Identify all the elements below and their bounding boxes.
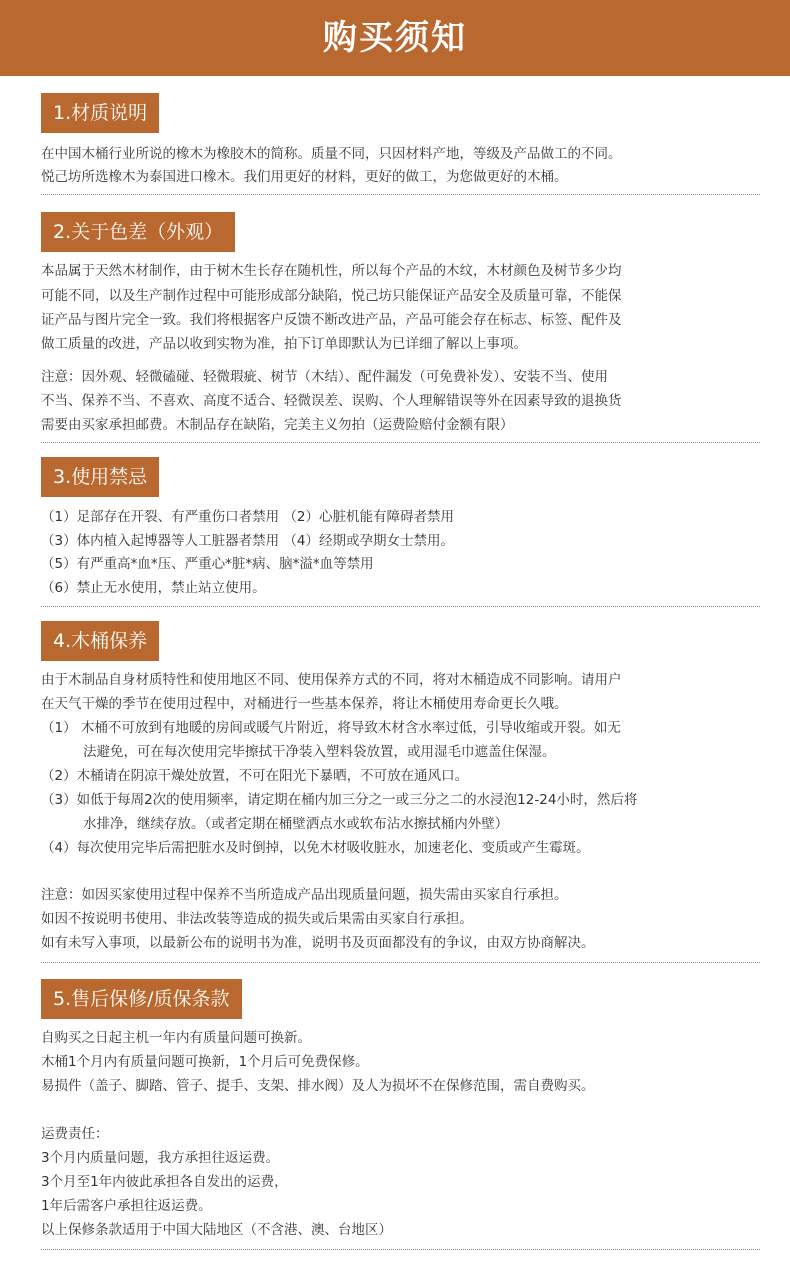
section-text-line: 注意：因外观、轻微磕碰、轻微瑕疵、树节（木结）、配件漏发（可免费补发）、安装不当、使用: [41, 369, 608, 385]
section-label-usage-restrictions: 3.使用禁忌: [41, 457, 159, 497]
section-text-line: 木桶1个月内有质量问题可换新，1个月后可免费保修。: [41, 1054, 369, 1070]
section-text-line: 3个月至1年内彼此承担各自发出的运费，: [41, 1174, 288, 1190]
section-label-maintenance: 4.木桶保养: [41, 621, 159, 661]
section-text-line: （1）足部存在开裂、有严重伤口者禁用 （2）心脏机能有障碍者禁用: [41, 509, 454, 525]
section-text-line: （2）木桶请在阴凉干燥处放置，不可在阳光下暴晒，不可放在通风口。: [41, 768, 469, 784]
section-text-line: 由于木制品自身材质特性和使用地区不同、使用保养方式的不同，将对木桶造成不同影响。请用户: [41, 672, 622, 688]
section-text-line: 法避免，可在每次使用完毕擦拭干净装入塑料袋放置，或用湿毛巾遮盖住保湿。: [83, 744, 556, 760]
section-text-line: 运费责任：: [41, 1126, 109, 1142]
section-text-line: （5）有严重高*血*压、严重心*脏*病、脑*溢*血等禁用: [41, 556, 374, 572]
section-text-line: 在中国木桶行业所说的橡木为橡胶木的简称。质量不同，只因材料产地，等级及产品做工的不同。: [41, 146, 622, 162]
section-text-line: 如有未写入事项，以最新公布的说明书为准，说明书及页面都没有的争议，由双方协商解决。: [41, 935, 595, 951]
section-text-line: 注意：如因买家使用过程中保养不当所造成产品出现质量问题，损失需由买家自行承担。: [41, 887, 568, 903]
section-text-line: 在天气干燥的季节在使用过程中，对桶进行一些基本保养，将让木桶使用寿命更长久哦。: [41, 696, 568, 712]
section-text-line: 1年后需客户承担往返运费。: [41, 1198, 212, 1214]
section-text-line: 水排净，继续存放。（或者定期在桶壁洒点水或软布沾水擦拭桶内外壁）: [83, 816, 509, 832]
section-text-line: 易损件（盖子、脚踏、管子、提手、支架、排水阀）及人为损坏不在保修范围，需自费购买。: [41, 1078, 595, 1094]
section-text-line: （3）如低于每周2次的使用频率，请定期在桶内加三分之一或三分之二的水浸泡12-24小时，然后将: [41, 792, 638, 808]
section-divider: [41, 1249, 760, 1250]
page-title: 购买须知: [323, 17, 467, 58]
section-text-line: 3个月内质量问题，我方承担往返运费。: [41, 1150, 280, 1166]
section-text-line: 可能不同，以及生产制作过程中可能形成部分缺陷，悦己坊只能保证产品安全及质量可靠，不能保: [41, 288, 622, 304]
section-divider: [41, 962, 760, 963]
section-divider: [41, 606, 760, 607]
section-text-line: 做工质量的改进，产品以收到实物为准，拍下订单即默认为已详细了解以上事项。: [41, 336, 527, 352]
section-divider: [41, 442, 760, 443]
section-divider: [41, 194, 760, 195]
section-text-line: 自购买之日起主机一年内有质量问题可换新。: [41, 1030, 311, 1046]
section-text-line: （1） 木桶不可放到有地暖的房间或暖气片附近，将导致木材含水率过低，引导收缩或开裂。如无: [41, 720, 621, 736]
section-label-warranty: 5.售后保修/质保条款: [41, 979, 242, 1019]
page-header: [0, 0, 790, 76]
section-text-line: （4）每次使用完毕后需把脏水及时倒掉，以免木材吸收脏水，加速老化、变质或产生霉斑。: [41, 840, 590, 856]
section-text-line: 悦己坊所选橡木为泰国进口橡木。我们用更好的材料，更好的做工，为您做更好的木桶。: [41, 169, 568, 185]
section-text-line: （3）体内植入起博器等人工脏器者禁用 （4）经期或孕期女士禁用。: [41, 533, 454, 549]
section-label-material: 1.材质说明: [41, 93, 159, 133]
section-text-line: 不当、保养不当、不喜欢、高度不适合、轻微误差、误购、个人理解错误等外在因素导致的退换货: [41, 393, 622, 409]
section-text-line: 如因不按说明书使用、非法改装等造成的损失或后果需由买家自行承担。: [41, 911, 473, 927]
section-text-line: 以上保修条款适用于中国大陆地区（不含港、澳、台地区）: [41, 1222, 392, 1238]
section-label-color-difference: 2.关于色差（外观）: [41, 212, 235, 252]
section-text-line: 本品属于天然木材制作，由于树木生长存在随机性，所以每个产品的木纹，木材颜色及树节多少均: [41, 263, 622, 279]
section-text-line: 需要由买家承担邮费。木制品存在缺陷，完美主义勿拍（运费险赔付金额有限）: [41, 417, 514, 433]
section-text-line: 证产品与图片完全一致。我们将根据客户反馈不断改进产品，产品可能会存在标志、标签、配件及: [41, 312, 622, 328]
section-text-line: （6）禁止无水使用，禁止站立使用。: [41, 580, 266, 596]
